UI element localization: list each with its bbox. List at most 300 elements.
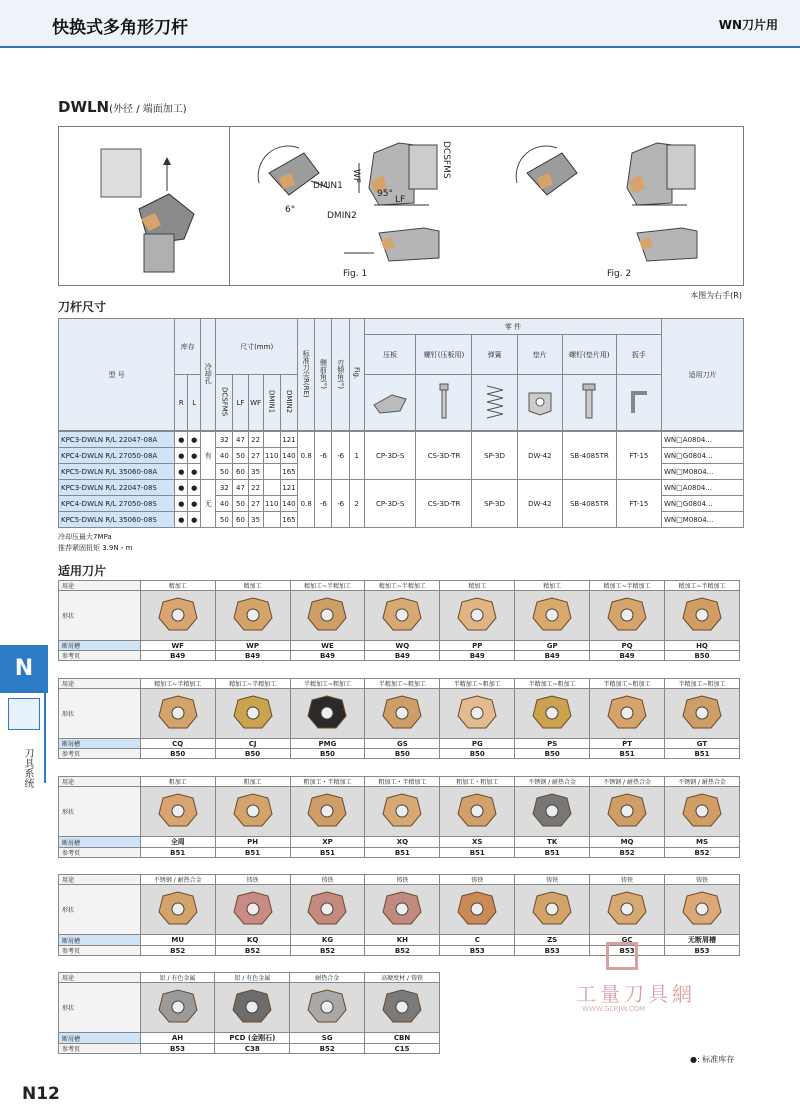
holder-photo [89, 139, 199, 274]
insert-use: 精加工~半精加工 [365, 581, 440, 591]
dmin2: 121 [280, 480, 297, 496]
breaker-name[interactable]: XQ [365, 837, 440, 848]
th-r: R [175, 375, 188, 431]
ref-page[interactable]: B51 [440, 848, 515, 858]
dcsfms: 40 [216, 496, 233, 512]
breaker-name[interactable]: GP [515, 641, 590, 651]
stock-r: ● [175, 512, 188, 528]
ref-page[interactable]: B50 [440, 749, 515, 759]
stock-l: ● [188, 448, 201, 464]
insert-use: 精加工~半精加工 [290, 581, 365, 591]
rake: -6 [332, 432, 349, 480]
breaker-name[interactable]: WP [215, 641, 290, 651]
insert-use: 铝 / 有色金属 [215, 973, 290, 983]
insert-use: 不锈钢 / 耐热合金 [664, 777, 739, 787]
ref-page[interactable]: B52 [290, 946, 365, 956]
ref-page[interactable]: B49 [515, 651, 590, 661]
breaker-name[interactable]: TK [515, 837, 590, 848]
breaker-name[interactable]: PP [440, 641, 515, 651]
breaker-name[interactable]: 全周 [140, 837, 215, 848]
insert-image[interactable] [290, 885, 365, 935]
holder-model: KPC3-DWLN R/L 22047-08S [59, 480, 175, 496]
dcsfms: 50 [216, 512, 233, 528]
model-title [58, 98, 187, 116]
ref-page[interactable]: B49 [440, 651, 515, 661]
note-torque: 推荐紧固扭矩 3.9N・m [58, 544, 133, 552]
insert-shape-icon [155, 694, 201, 732]
wf: 22 [248, 432, 263, 448]
breaker-name[interactable]: XP [290, 837, 365, 848]
ref-page[interactable]: B51 [590, 749, 665, 759]
insert-image[interactable] [515, 885, 590, 935]
th-dcsfms: DCSFMS [220, 386, 229, 417]
breaker-name[interactable]: PQ [590, 641, 665, 651]
ref-page[interactable]: B51 [140, 848, 215, 858]
lf: 60 [233, 464, 248, 480]
th-parts: 零 件 [364, 319, 661, 335]
breaker-name[interactable]: ZS [515, 935, 590, 946]
breaker-name[interactable]: GS [365, 739, 440, 749]
th-insert: 适用刀片 [662, 319, 744, 431]
insert-use: 半精加工~粗加工 [590, 679, 665, 689]
insert-use: 精加工 [140, 581, 215, 591]
insert-image[interactable] [215, 689, 290, 739]
th-screw: 螺钉(压板用) [416, 335, 472, 375]
breaker-name[interactable]: MS [664, 837, 739, 848]
insert-use: 铸铁 [365, 875, 440, 885]
insert-image[interactable] [215, 787, 290, 837]
holder-data-rows [58, 431, 744, 528]
figure-2-drawing [507, 133, 717, 273]
ref-page[interactable]: B50 [365, 749, 440, 759]
breaker-name[interactable]: XS [440, 837, 515, 848]
insert-use: 铸铁 [440, 875, 515, 885]
insert-use: 粗加工・粗加工 [440, 777, 515, 787]
insert-shape-icon [230, 694, 276, 732]
insert-use: 耐热合金 [290, 973, 365, 983]
insert-shape-icon [304, 890, 350, 928]
th-wrench: 扳手 [616, 335, 661, 375]
ref-page[interactable]: B52 [140, 946, 215, 956]
insert-shape-icon [454, 694, 500, 732]
breaker-name[interactable]: WF [140, 641, 215, 651]
insert-use: 精加工~半精加工 [664, 581, 739, 591]
ref-page[interactable]: B52 [590, 848, 665, 858]
insert-use: 铸铁 [290, 875, 365, 885]
shape-label: 形状 [59, 787, 141, 837]
label-angle-6: 6° [285, 205, 296, 215]
ref-page[interactable]: B49 [590, 651, 665, 661]
th-spring: 弹簧 [472, 335, 517, 375]
insert-use: 半精加工~粗加工 [664, 679, 739, 689]
insert-image[interactable] [515, 591, 590, 641]
insert-section-title: 适用刀片 [58, 564, 107, 578]
insert-table-0 [58, 580, 740, 661]
insert-shape-icon [529, 596, 575, 634]
shimscrew: SB-4085TR [562, 480, 616, 528]
dmin1 [263, 480, 280, 496]
section-tab-n[interactable]: N [0, 645, 48, 693]
label-lf: LF [395, 195, 406, 205]
applicable-insert: WN□A0804... [662, 480, 744, 496]
insert-use: 铸铁 [215, 875, 290, 885]
th-wf: WF [248, 375, 263, 431]
insert-image[interactable] [290, 787, 365, 837]
insert-shape-icon [304, 988, 350, 1026]
label-dcsfms: DCSFMS [441, 141, 451, 179]
ref-page[interactable]: B52 [290, 1044, 365, 1054]
th-fig: Fig. [352, 367, 361, 380]
breaker-label: 断屑槽 [59, 1033, 141, 1044]
insert-image[interactable] [140, 787, 215, 837]
dcsfms: 32 [216, 432, 233, 448]
insert-shape-icon [379, 596, 425, 634]
use-label: 用途 [59, 679, 141, 689]
wf: 35 [248, 464, 263, 480]
insert-use: 精加工 [515, 581, 590, 591]
insert-shape-icon [529, 792, 575, 830]
tool-system-icon [8, 698, 40, 730]
ref-page[interactable]: B51 [515, 848, 590, 858]
applicable-insert: WN□G0804... [662, 496, 744, 512]
insert-use: 不锈钢 / 耐热合金 [590, 777, 665, 787]
page-header [0, 0, 800, 48]
insert-shape-icon [304, 792, 350, 830]
stock-l: ● [188, 496, 201, 512]
page-number: N12 [22, 1084, 60, 1104]
holder-model: KPC4-DWLN R/L 27050-08A [59, 448, 175, 464]
insert-shape-icon [155, 792, 201, 830]
breaker-name[interactable]: CQ [140, 739, 215, 749]
use-label: 用途 [59, 581, 141, 591]
insert-image[interactable] [140, 591, 215, 641]
insert-image[interactable] [140, 885, 215, 935]
shim: DW-42 [517, 480, 562, 528]
coolant: 无 [201, 480, 216, 528]
holder-figure [58, 126, 744, 286]
screw: CS-3D-TR [416, 480, 472, 528]
shape-label: 形状 [59, 983, 141, 1033]
page-title: 快换式多角形刀杆 [52, 18, 188, 38]
ref-label: 参考页 [59, 651, 141, 661]
insert-use: 不锈钢 / 耐热合金 [140, 875, 215, 885]
fig: 2 [349, 480, 364, 528]
wf: 27 [248, 496, 263, 512]
insert-shape-icon [304, 596, 350, 634]
breaker-name[interactable]: KH [365, 935, 440, 946]
th-l: L [188, 375, 201, 431]
spring-icon [472, 375, 517, 431]
insert-use: 粗加工・半精加工 [365, 777, 440, 787]
th-model: 型 号 [59, 319, 175, 431]
insert-shape-icon [379, 694, 425, 732]
ref-page[interactable]: B50 [664, 651, 739, 661]
screw: CS-3D-TR [416, 432, 472, 480]
insert-image[interactable] [590, 885, 665, 935]
insert-shape-icon [679, 890, 725, 928]
shim: DW-42 [517, 432, 562, 480]
ref-page[interactable]: B50 [515, 749, 590, 759]
insert-use: 不锈钢 / 耐热合金 [515, 777, 590, 787]
screw-icon [416, 375, 472, 431]
model-subtitle: (外径 / 端面加工) [109, 104, 187, 115]
wrench: FT-15 [616, 480, 661, 528]
ref-page[interactable]: B49 [290, 651, 365, 661]
stock-l: ● [188, 432, 201, 448]
breaker-name[interactable]: GT [664, 739, 739, 749]
ref-page[interactable]: B52 [664, 848, 739, 858]
stock-r: ● [175, 432, 188, 448]
clamp: CP-3D-S [364, 432, 416, 480]
insert-shape-icon [304, 694, 350, 732]
insert-shape-icon [604, 596, 650, 634]
breaker-name[interactable]: CBN [365, 1033, 440, 1044]
dcsfms: 32 [216, 480, 233, 496]
dmin2: 165 [280, 464, 297, 480]
insert-use: 半精加工~粗加工 [365, 679, 440, 689]
clamp-icon [364, 375, 416, 431]
ref-page[interactable]: B49 [140, 651, 215, 661]
side: -6 [315, 432, 332, 480]
watermark-url: WWW.GLRJW.COM [582, 1005, 646, 1013]
fig-2-caption: Fig. 2 [607, 269, 632, 279]
ref-page[interactable]: C15 [365, 1044, 440, 1054]
lf: 60 [233, 512, 248, 528]
insert-shape-icon [230, 596, 276, 634]
ref-page[interactable]: B53 [590, 946, 665, 956]
breaker-name[interactable]: HQ [664, 641, 739, 651]
wrench-icon [616, 375, 661, 431]
ref-page[interactable]: B50 [140, 749, 215, 759]
ref-page[interactable]: B49 [365, 651, 440, 661]
dcsfms: 40 [216, 448, 233, 464]
dmin2: 140 [280, 448, 297, 464]
right-hand-note: 本图为右手(R) [690, 291, 742, 300]
insert-table-2 [58, 776, 740, 858]
insert-use: 半精加工~粗加工 [440, 679, 515, 689]
insert-shape-icon [679, 694, 725, 732]
stock-r: ● [175, 464, 188, 480]
insert-shape-icon [454, 596, 500, 634]
lf: 50 [233, 448, 248, 464]
insert-use: 铸铁 [664, 875, 739, 885]
applicable-insert: WN□M0804... [662, 464, 744, 480]
breaker-name[interactable]: PMG [290, 739, 365, 749]
holder-table [58, 318, 744, 431]
ref-page[interactable]: B51 [365, 848, 440, 858]
insert-image[interactable] [440, 689, 515, 739]
applicable-insert: WN□A0804... [662, 432, 744, 448]
insert-table-4 [58, 972, 440, 1054]
insert-image[interactable] [365, 787, 440, 837]
dmin1 [263, 464, 280, 480]
use-label: 用途 [59, 875, 141, 885]
insert-image[interactable] [515, 689, 590, 739]
wf: 22 [248, 480, 263, 496]
breaker-name[interactable]: C [440, 935, 515, 946]
breaker-name[interactable]: KQ [215, 935, 290, 946]
insert-shape-icon [230, 890, 276, 928]
insert-use: 精加工 [215, 581, 290, 591]
holder-model: KPC4-DWLN R/L 27050-08S [59, 496, 175, 512]
insert-image[interactable] [590, 689, 665, 739]
insert-image[interactable] [140, 689, 215, 739]
th-clamp: 压板 [364, 335, 416, 375]
holder-section-title: 刀杆尺寸 [58, 300, 107, 314]
insert-image[interactable] [590, 591, 665, 641]
insert-shape-icon [529, 890, 575, 928]
wf: 27 [248, 448, 263, 464]
breaker-name[interactable]: SG [290, 1033, 365, 1044]
side: -6 [315, 480, 332, 528]
holder-model: KPC3-DWLN R/L 22047-08A [59, 432, 175, 448]
ref-page[interactable]: B53 [664, 946, 739, 956]
note-coolant: 冷却压最大7MPa [58, 533, 112, 541]
label-wf: WF [351, 169, 361, 184]
insert-image[interactable] [140, 983, 215, 1033]
insert-image[interactable] [365, 591, 440, 641]
ref-page[interactable]: C38 [215, 1044, 290, 1054]
breaker-name[interactable]: PH [215, 837, 290, 848]
insert-image[interactable] [365, 689, 440, 739]
use-label: 用途 [59, 973, 141, 983]
th-shim-screw: 螺钉(垫片用) [562, 335, 616, 375]
applicable-insert: WN□M0804... [662, 512, 744, 528]
insert-image[interactable] [664, 787, 739, 837]
insert-use: 铝 / 有色金属 [140, 973, 215, 983]
insert-image[interactable] [215, 983, 290, 1033]
insert-image[interactable] [290, 983, 365, 1033]
ref-page[interactable]: B49 [215, 651, 290, 661]
fig: 1 [349, 432, 364, 480]
insert-use: 精加工~半精加工 [215, 679, 290, 689]
breaker-name[interactable]: GC [590, 935, 665, 946]
coolant: 有 [201, 432, 216, 480]
stock-r: ● [175, 480, 188, 496]
ref-page[interactable]: B53 [440, 946, 515, 956]
shape-label: 形状 [59, 885, 141, 935]
insert-use: 精加工 [440, 581, 515, 591]
shape-label: 形状 [59, 689, 141, 739]
insert-image[interactable] [365, 983, 440, 1033]
th-side: 侧前角(°) [319, 358, 328, 389]
breaker-name[interactable]: AH [140, 1033, 215, 1044]
breaker-label: 断屑槽 [59, 837, 141, 848]
insert-shape-icon [379, 890, 425, 928]
insert-image[interactable] [290, 689, 365, 739]
insert-shape-icon [230, 792, 276, 830]
ref-page[interactable]: B50 [290, 749, 365, 759]
ref-label: 参考页 [59, 848, 141, 858]
label-dmin1: DMIN1 [313, 181, 343, 191]
breaker-name[interactable]: PCD (金刚石) [215, 1033, 290, 1044]
insert-image[interactable] [590, 787, 665, 837]
re: 0.8 [298, 480, 315, 528]
insert-image[interactable] [440, 885, 515, 935]
breaker-name[interactable]: PS [515, 739, 590, 749]
insert-shape-icon [379, 988, 425, 1026]
breaker-name[interactable]: 无断屑槽 [664, 935, 739, 946]
spring: SP-3D [472, 432, 517, 480]
insert-shape-icon [229, 988, 275, 1026]
insert-image[interactable] [664, 591, 739, 641]
insert-image[interactable] [290, 591, 365, 641]
insert-image[interactable] [215, 885, 290, 935]
insert-shape-icon [155, 988, 201, 1026]
breaker-label: 断屑槽 [59, 935, 141, 946]
wrench: FT-15 [616, 432, 661, 480]
dmin2: 121 [280, 432, 297, 448]
ref-page[interactable]: B51 [290, 848, 365, 858]
dmin2: 140 [280, 496, 297, 512]
stock-l: ● [188, 480, 201, 496]
ref-page[interactable]: B53 [515, 946, 590, 956]
insert-shape-icon [604, 792, 650, 830]
rake: -6 [332, 480, 349, 528]
insert-shape-icon [679, 792, 725, 830]
holder-model: KPC5-DWLN R/L 35060-08A [59, 464, 175, 480]
ref-page[interactable]: B51 [215, 848, 290, 858]
breaker-name[interactable]: CJ [215, 739, 290, 749]
applicable-insert: WN□G0804... [662, 448, 744, 464]
ref-label: 参考页 [59, 946, 141, 956]
insert-image[interactable] [365, 885, 440, 935]
th-dmin2: DMIN2 [284, 389, 293, 414]
breaker-name[interactable]: PT [590, 739, 665, 749]
insert-use: 高硬度材 / 铸铁 [365, 973, 440, 983]
ref-page[interactable]: B53 [140, 1044, 215, 1054]
re: 0.8 [298, 432, 315, 480]
insert-use: 精加工~半精加工 [140, 679, 215, 689]
ref-page[interactable]: B50 [215, 749, 290, 759]
shape-label: 形状 [59, 591, 141, 641]
insert-image[interactable] [440, 787, 515, 837]
breaker-name[interactable]: WE [290, 641, 365, 651]
insert-image[interactable] [215, 591, 290, 641]
ref-page[interactable]: B52 [365, 946, 440, 956]
clamp: CP-3D-S [364, 480, 416, 528]
ref-page[interactable]: B52 [215, 946, 290, 956]
watermark-logo [606, 942, 638, 970]
insert-image[interactable] [664, 885, 739, 935]
shim-icon [517, 375, 562, 431]
dmin1: 110 [263, 448, 280, 464]
insert-image[interactable] [440, 591, 515, 641]
insert-shape-icon [155, 596, 201, 634]
insert-use: 半精加工~粗加工 [290, 679, 365, 689]
insert-use: 铸铁 [590, 875, 665, 885]
insert-use: 铸铁 [515, 875, 590, 885]
watermark-text: 工量刀具網 [576, 982, 696, 1006]
ref-page[interactable]: B51 [664, 749, 739, 759]
spring: SP-3D [472, 480, 517, 528]
stock-r: ● [175, 496, 188, 512]
breaker-name[interactable]: WQ [365, 641, 440, 651]
dmin1 [263, 432, 280, 448]
insert-use: 精加工~半精加工 [590, 581, 665, 591]
breaker-name[interactable]: MQ [590, 837, 665, 848]
dmin2: 165 [280, 512, 297, 528]
label-dmin2: DMIN2 [327, 211, 357, 221]
th-shim: 垫片 [517, 335, 562, 375]
insert-image[interactable] [515, 787, 590, 837]
insert-shape-icon [529, 694, 575, 732]
insert-image[interactable] [664, 689, 739, 739]
breaker-name[interactable]: MU [140, 935, 215, 946]
breaker-label: 断屑槽 [59, 641, 141, 651]
breaker-name[interactable]: KG [290, 935, 365, 946]
breaker-name[interactable]: PG [440, 739, 515, 749]
